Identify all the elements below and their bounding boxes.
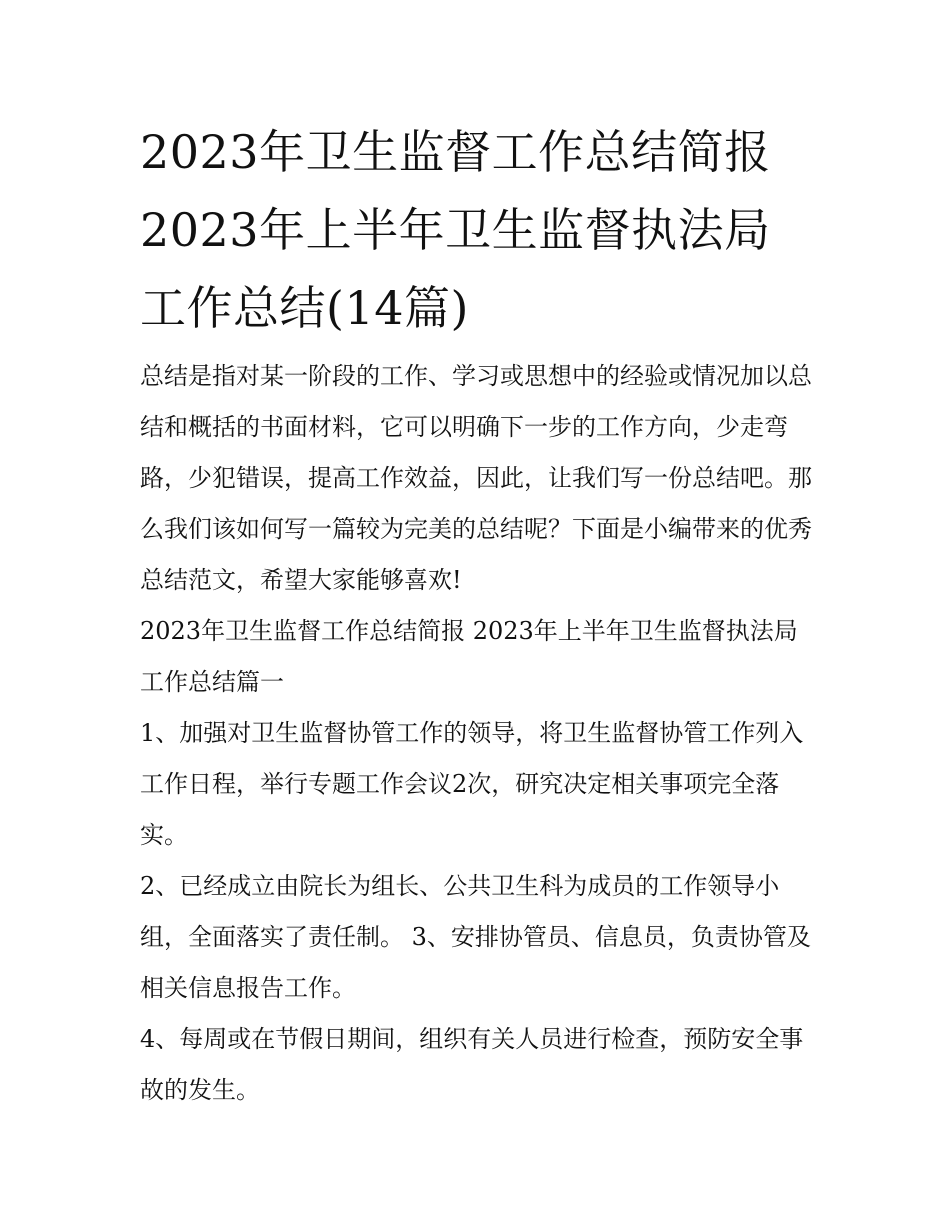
item-paragraph-1: 1、加强对卫生监督协管工作的领导，将卫生监督协管工作列入工作日程，举行专题工作会议2次，研究决定相关事项完全落实。 — [140, 719, 804, 849]
document-title — [140, 113, 815, 347]
document-body — [140, 351, 815, 1116]
section-heading-paragraph: 2023年卫生监督工作总结简报 2023年上半年卫生监督执法局工作总结篇一 — [140, 617, 798, 696]
intro-paragraph: 总结是指对某一阶段的工作、学习或思想中的经验或情况加以总结和概括的书面材料，它可以明确下一步的工作方向，少走弯路，少犯错误，提高工作效益，因此，让我们写一份总结吧。那么我们该如何写一篇较为完美的总结呢？下面是小编带来的优秀总结范文，希望大家能够喜欢! — [140, 362, 812, 594]
title-line-3: 工作总结(14篇) — [140, 281, 469, 335]
item-paragraph-2: 2、已经成立由院长为组长、公共卫生科为成员的工作领导小组，全面落实了责任制。 3、安排协管员、信息员，负责协管及相关信息报告工作。 — [140, 872, 811, 1002]
title-line-2: 2023年上半年卫生监督执法局 — [140, 203, 771, 257]
item-paragraph-4: 4、每周或在节假日期间，组织有关人员进行检查，预防安全事故的发生。 — [140, 1025, 804, 1104]
title-line-1: 2023年卫生监督工作总结简报 — [140, 125, 771, 179]
document-page — [140, 113, 815, 1116]
